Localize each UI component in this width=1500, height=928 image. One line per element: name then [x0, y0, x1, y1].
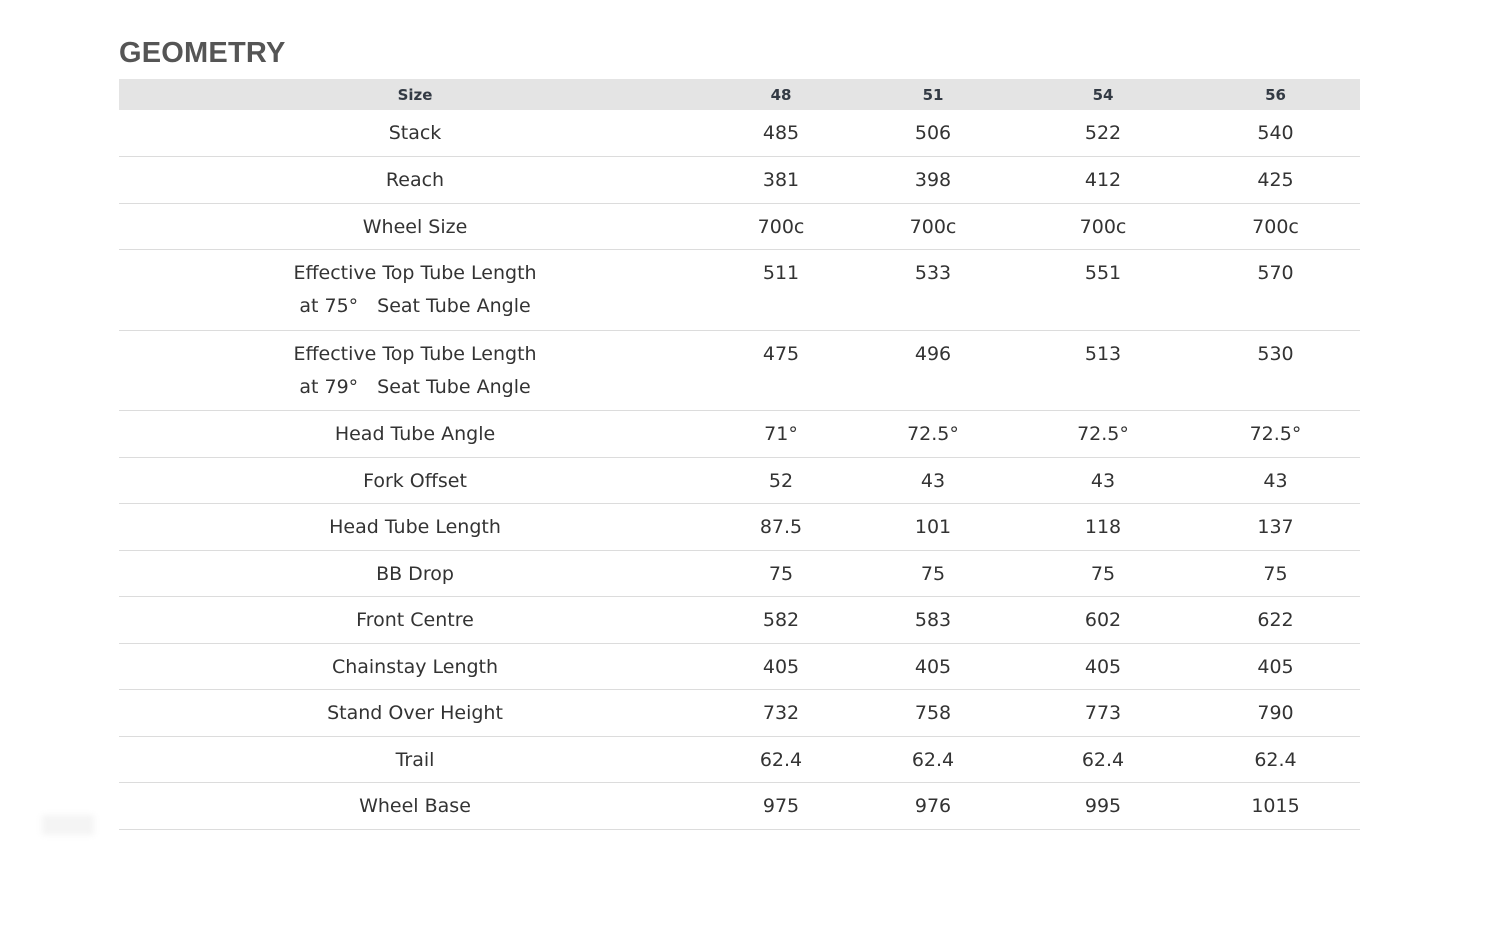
- table-row: [119, 203, 1360, 250]
- row-value-size-51: 533: [851, 250, 1015, 331]
- row-value-size-48: 732: [711, 690, 851, 737]
- row-value-size-51: 72.5°: [851, 411, 1015, 458]
- row-value-size-48: 700c: [711, 203, 851, 250]
- row-value-size-48: 381: [711, 157, 851, 204]
- geometry-table: [119, 79, 1360, 830]
- row-value-size-54: 602: [1015, 597, 1191, 644]
- row-value-size-56: 1015: [1191, 783, 1360, 830]
- row-value-size-56: 530: [1191, 330, 1360, 411]
- row-value-size-54: 118: [1015, 504, 1191, 551]
- row-value-size-48: 975: [711, 783, 851, 830]
- row-label: [119, 643, 711, 690]
- table-row: [119, 457, 1360, 504]
- table-header: [119, 79, 1360, 110]
- row-value-size-56: 405: [1191, 643, 1360, 690]
- row-label: [119, 550, 711, 597]
- row-label: [119, 250, 711, 331]
- row-value-size-51: 583: [851, 597, 1015, 644]
- row-label-line: Wheel Base: [359, 795, 471, 817]
- row-value-size-51: 700c: [851, 203, 1015, 250]
- table-row: [119, 690, 1360, 737]
- row-value-size-54: 700c: [1015, 203, 1191, 250]
- row-value-size-54: 522: [1015, 110, 1191, 157]
- row-value-size-56: 43: [1191, 457, 1360, 504]
- table-row: [119, 250, 1360, 331]
- row-value-size-56: 622: [1191, 597, 1360, 644]
- row-label-line: Trail: [395, 748, 435, 771]
- row-value-size-48: 475: [711, 330, 851, 411]
- row-label-line: BB Drop: [376, 562, 454, 585]
- row-value-size-51: 405: [851, 643, 1015, 690]
- row-value-size-56: 62.4: [1191, 736, 1360, 783]
- row-value-size-51: 496: [851, 330, 1015, 411]
- row-label-line: Effective Top Tube Length: [293, 342, 537, 365]
- row-label: [119, 157, 711, 204]
- row-label-line: at 79° Seat Tube Angle: [299, 375, 531, 398]
- row-label-line: at 75° Seat Tube Angle: [299, 295, 531, 317]
- table-row: [119, 110, 1360, 157]
- row-value-size-51: 62.4: [851, 736, 1015, 783]
- table-body: [119, 110, 1360, 829]
- row-label: [119, 736, 711, 783]
- background-artifact: [42, 815, 94, 835]
- row-value-size-54: 43: [1015, 457, 1191, 504]
- row-value-size-51: 506: [851, 110, 1015, 157]
- row-label: [119, 597, 711, 644]
- table-row: [119, 783, 1360, 830]
- row-value-size-51: 398: [851, 157, 1015, 204]
- table-row: [119, 504, 1360, 551]
- row-value-size-51: 976: [851, 783, 1015, 830]
- row-label-line: Stand Over Height: [327, 702, 503, 724]
- row-value-size-56: 425: [1191, 157, 1360, 204]
- row-value-size-54: 72.5°: [1015, 411, 1191, 458]
- row-label-line: Effective Top Tube Length: [293, 262, 537, 284]
- header-size-51: 51: [851, 79, 1015, 110]
- row-value-size-54: 412: [1015, 157, 1191, 204]
- row-value-size-56: 700c: [1191, 203, 1360, 250]
- row-value-size-56: 137: [1191, 504, 1360, 551]
- row-value-size-56: 790: [1191, 690, 1360, 737]
- row-value-size-48: 405: [711, 643, 851, 690]
- row-label: [119, 457, 711, 504]
- header-row: [119, 79, 1360, 110]
- table-row: [119, 597, 1360, 644]
- row-value-size-54: 62.4: [1015, 736, 1191, 783]
- row-label: [119, 203, 711, 250]
- row-label: [119, 110, 711, 157]
- row-value-size-51: 43: [851, 457, 1015, 504]
- row-value-size-51: 75: [851, 550, 1015, 597]
- row-label: [119, 783, 711, 830]
- row-value-size-48: 582: [711, 597, 851, 644]
- row-label: [119, 504, 711, 551]
- row-label: [119, 411, 711, 458]
- row-label-line: Chainstay Length: [331, 655, 499, 678]
- row-label: [119, 330, 711, 411]
- row-value-size-54: 75: [1015, 550, 1191, 597]
- row-value-size-54: 513: [1015, 330, 1191, 411]
- row-value-size-54: 995: [1015, 783, 1191, 830]
- row-label-line: Head Tube Length: [329, 516, 501, 538]
- row-label-line: Stack: [388, 122, 442, 144]
- row-value-size-48: 511: [711, 250, 851, 331]
- row-label: [119, 690, 711, 737]
- row-value-size-54: 773: [1015, 690, 1191, 737]
- row-value-size-56: 540: [1191, 110, 1360, 157]
- row-label-line: Wheel Size: [362, 215, 468, 238]
- table-row: [119, 157, 1360, 204]
- table-row: [119, 411, 1360, 458]
- row-value-size-48: 71°: [711, 411, 851, 458]
- table-row: [119, 550, 1360, 597]
- header-size-label: Size: [119, 79, 711, 110]
- table-row: [119, 643, 1360, 690]
- row-label-line: Reach: [385, 169, 445, 191]
- row-value-size-48: 52: [711, 457, 851, 504]
- row-value-size-56: 570: [1191, 250, 1360, 331]
- row-value-size-56: 75: [1191, 550, 1360, 597]
- header-size-54: 54: [1015, 79, 1191, 110]
- row-label-line: Front Centre: [356, 609, 474, 631]
- row-value-size-51: 101: [851, 504, 1015, 551]
- row-label-line: Fork Offset: [363, 469, 467, 492]
- row-value-size-51: 758: [851, 690, 1015, 737]
- row-value-size-48: 485: [711, 110, 851, 157]
- row-value-size-54: 551: [1015, 250, 1191, 331]
- row-value-size-48: 87.5: [711, 504, 851, 551]
- row-label-line: Head Tube Angle: [334, 423, 496, 445]
- table-row: [119, 736, 1360, 783]
- row-value-size-48: 62.4: [711, 736, 851, 783]
- table-row: [119, 330, 1360, 411]
- row-value-size-56: 72.5°: [1191, 411, 1360, 458]
- row-value-size-48: 75: [711, 550, 851, 597]
- section-title: GEOMETRY: [119, 37, 286, 69]
- header-size-48: 48: [711, 79, 851, 110]
- header-size-56: 56: [1191, 79, 1360, 110]
- row-value-size-54: 405: [1015, 643, 1191, 690]
